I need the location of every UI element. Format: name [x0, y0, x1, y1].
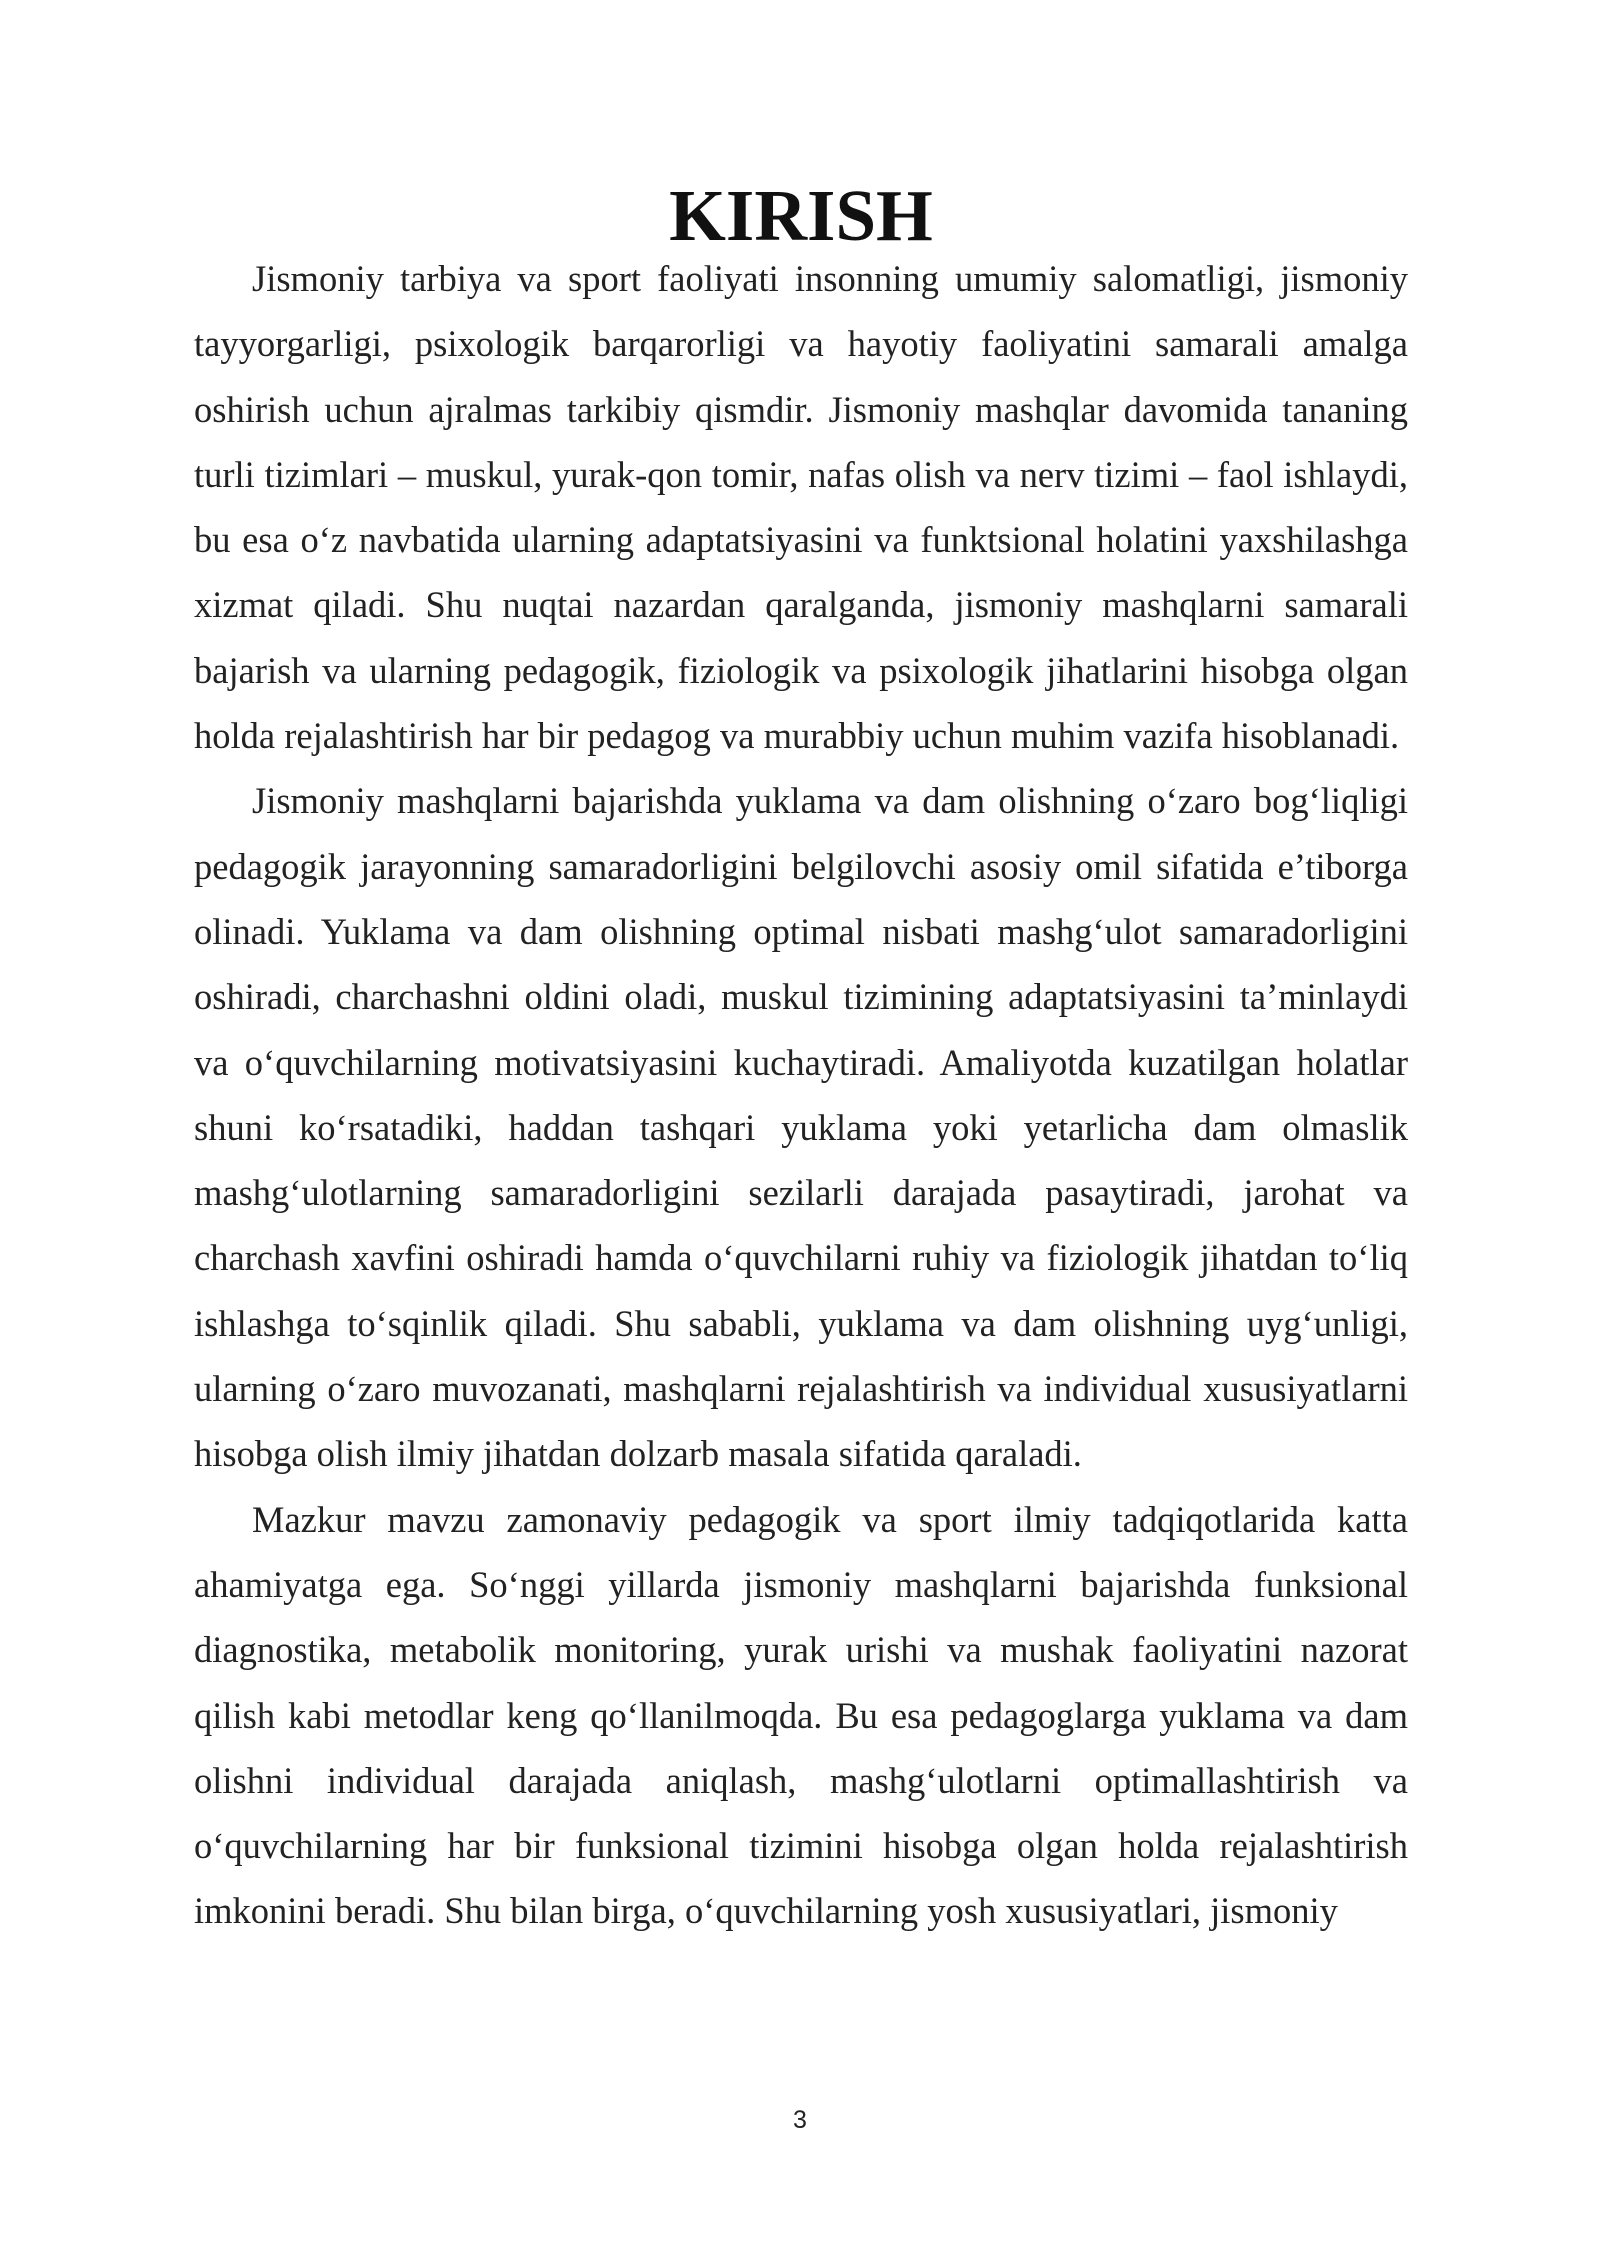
- paragraph-2: Jismoniy mashqlarni bajarishda yuklama va dam olishning o‘zaro bog‘liqligi pedagogik jarayonning samaradorligini belgilovchi asosiy omil sifatida e’tiborga olinadi. Yuklama va dam olishning optimal nisbati mashg‘ulot samaradorligini oshiradi, charchashni oldini oladi, muskul tizimining adaptatsiyasini ta’minlaydi va o‘quvchilarning motivatsiyasini kuchaytiradi. Amaliyotda kuzatilgan holatlar shuni ko‘rsatadiki, haddan tashqari yuklama yoki yetarlicha dam olmaslik mashg‘ulotlarning samaradorligini sezilarli darajada pasaytiradi, jarohat va charchash xavfini oshiradi hamda o‘quvchilarni ruhiy va fiziologik jihatdan to‘liq ishlashga to‘sqinlik qiladi. Shu sababli, yuklama va dam olishning uyg‘unligi, ularning o‘zaro muvozanati, mashqlarni rejalashtirish va individual xususiyatlarni hisobga olish ilmiy jihatdan dolzarb masala sifatida qaraladi.: [194, 780, 1408, 1475]
- paragraph-3: Mazkur mavzu zamonaviy pedagogik va sport ilmiy tadqiqotlarida katta ahamiyatga ega. So‘nggi yillarda jismoniy mashqlarni bajarishda funksional diagnostika, metabolik monitoring, yurak urishi va mushak faoliyatini nazorat qilish kabi metodlar keng qo‘llanilmoqda. Bu esa pedagoglarga yuklama va dam olishni individual darajada aniqlash, mashg‘ulotlarni optimallashtirish va o‘quvchilarning har bir funksional tizimini hisobga olgan holda rejalashtirish imkonini beradi. Shu bilan birga, o‘quvchilarning yosh xususiyatlari, jismoniy: [194, 1498, 1408, 1932]
- page-number: 3: [793, 2106, 807, 2134]
- paragraph-1: Jismoniy tarbiya va sport faoliyati insonning umumiy salomatligi, jismoniy tayyorgarligi, psixologik barqarorligi va hayotiy faoliyatini samarali amalga oshirish uchun ajralmas tarkibiy qismdir. Jismoniy mashqlar davomida tananing turli tizimlari – muskul, yurak-qon tomir, nafas olish va nerv tizimi – faol ishlaydi, bu esa o‘z navbatida ularning adaptatsiyasini va funktsional holatini yaxshilashga xizmat qiladi. Shu nuqtai nazardan qaralganda, jismoniy mashqlarni samarali bajarish va ularning pedagogik, fiziologik va psixologik jihatlarini hisobga olgan holda rejalashtirish har bir pedagog va murabbiy uchun muhim vazifa hisoblanadi.: [194, 258, 1408, 757]
- page-title: KIRISH: [669, 175, 933, 256]
- page-content: [194, 175, 1408, 1944]
